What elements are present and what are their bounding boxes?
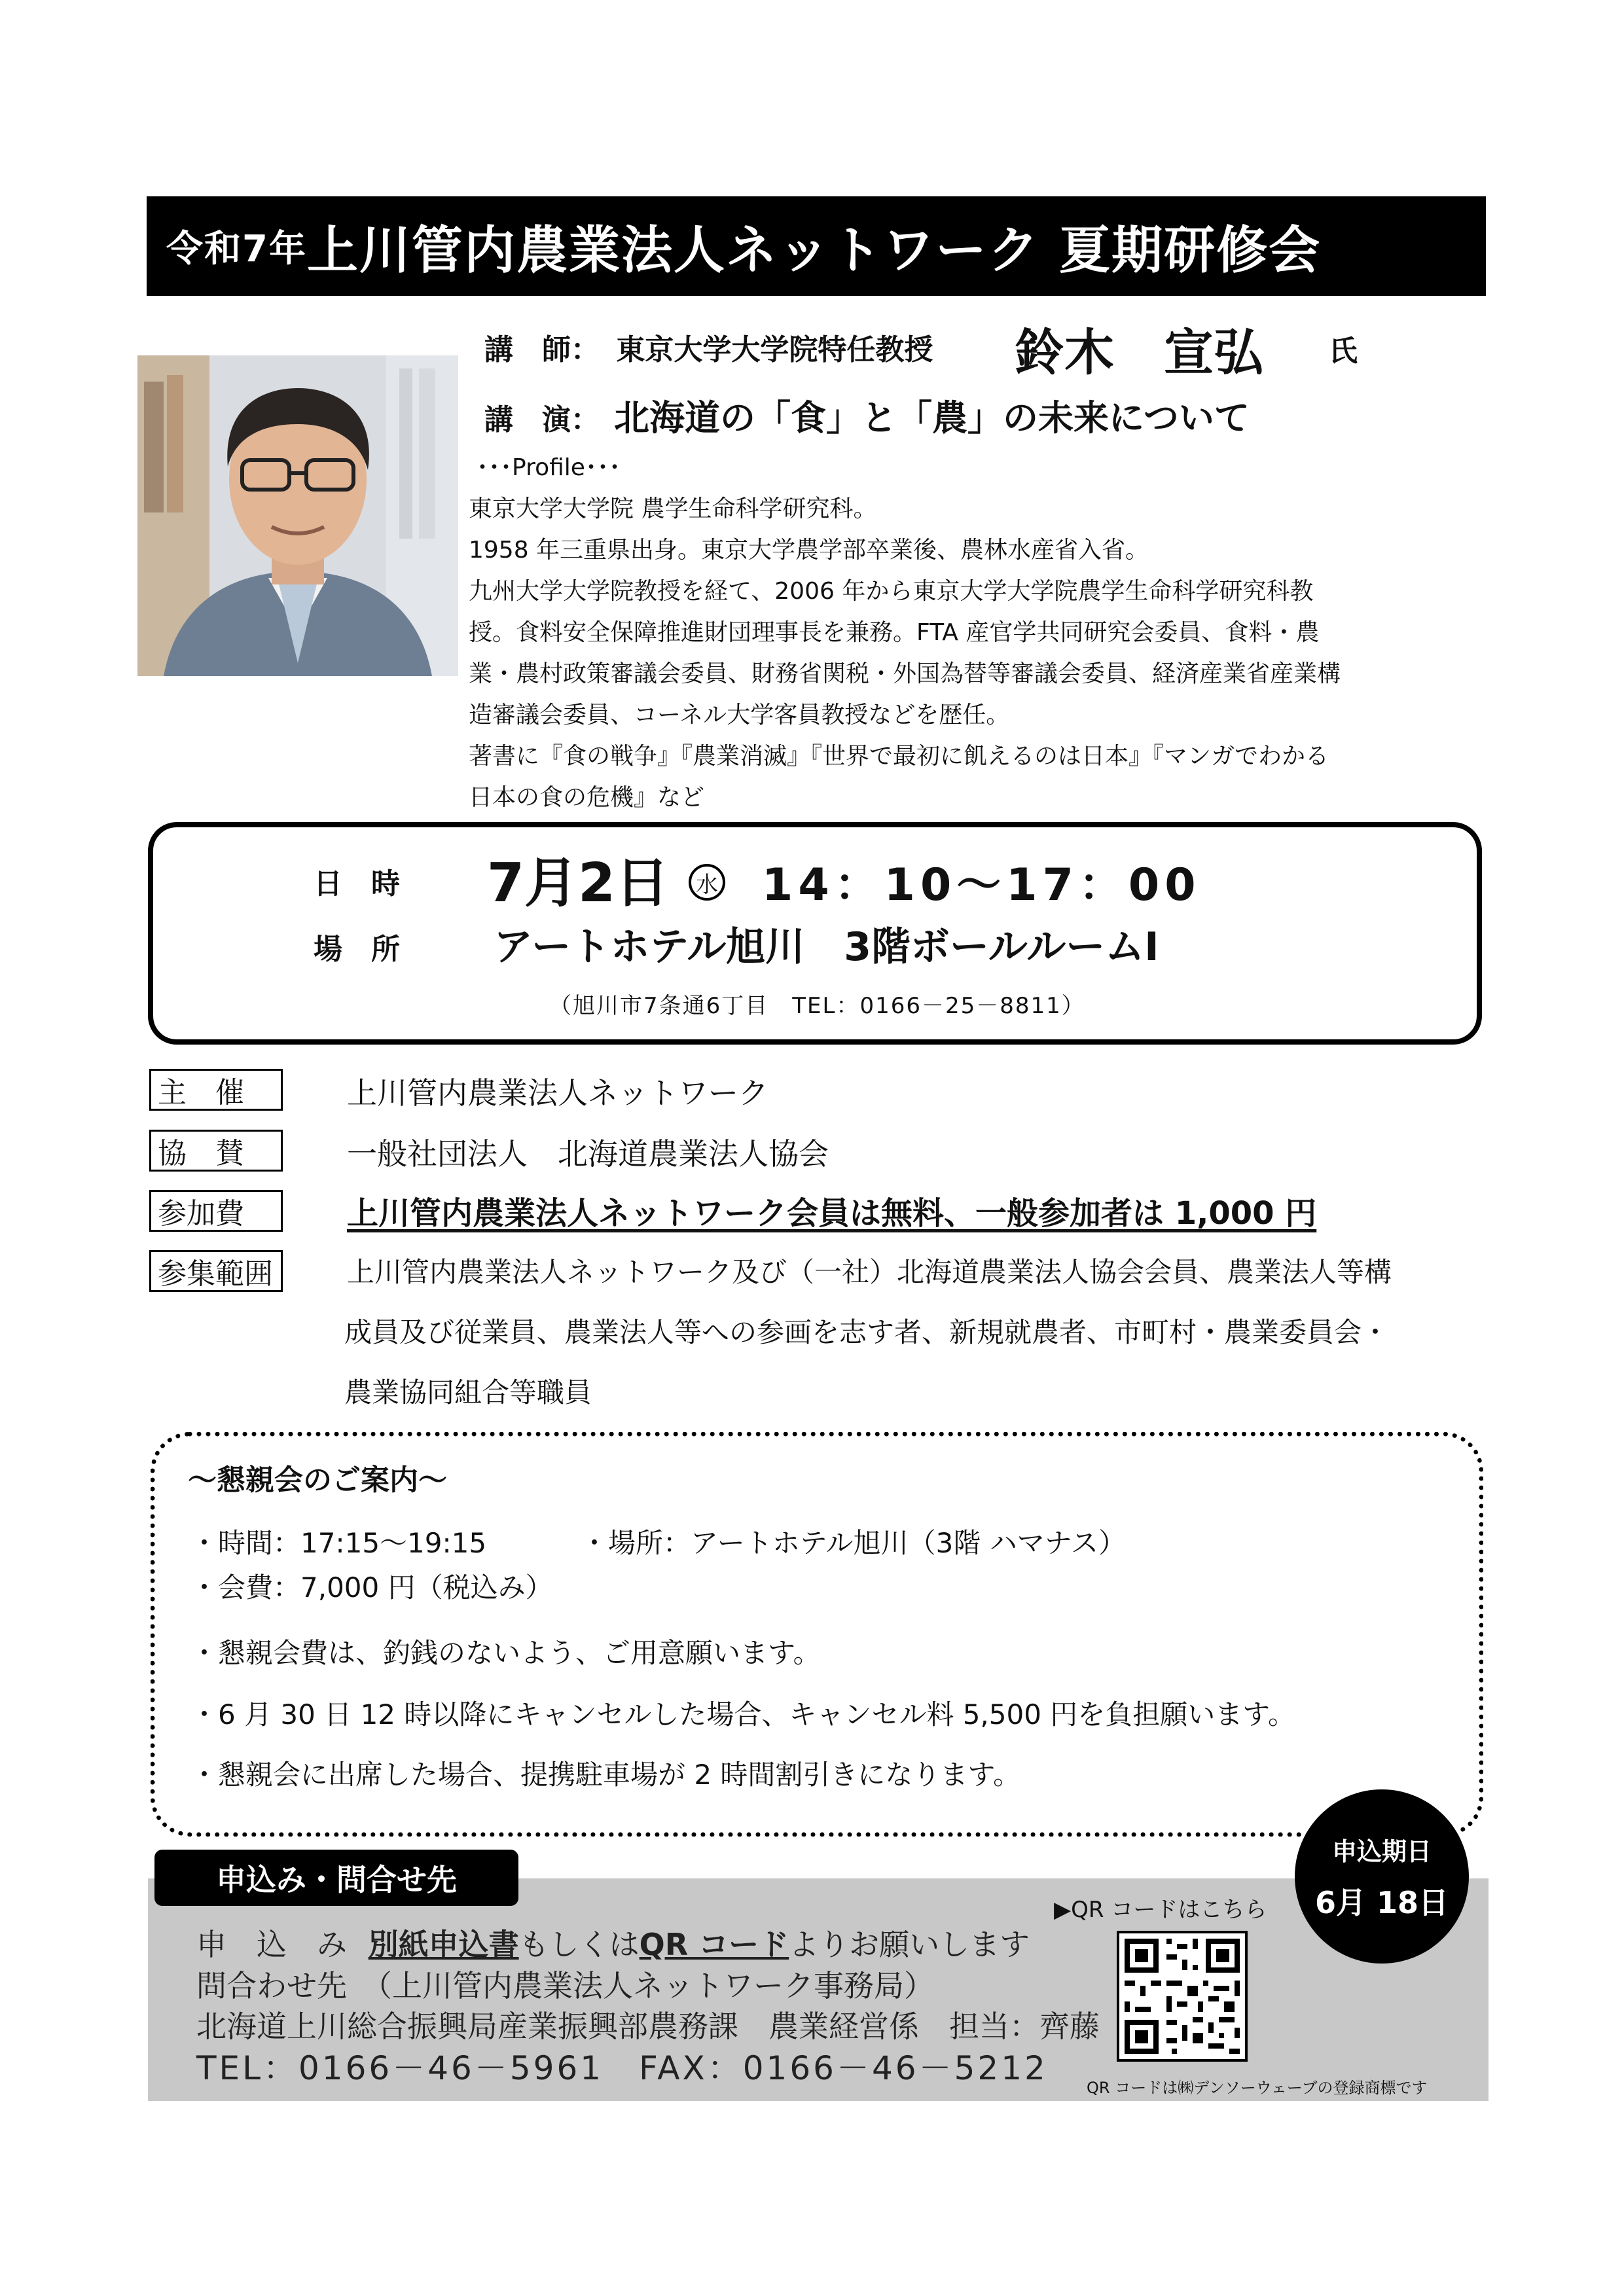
profile-line: 1958 年三重県出身。東京大学農学部卒業後、農林水産省入省。 <box>469 537 1149 564</box>
title-era: 令和7年 <box>166 228 307 270</box>
reception-fee: ・会費：7,000 円（税込み） <box>190 1571 553 1604</box>
profile-heading: ･･･Profile･･･ <box>477 454 621 481</box>
profile-line: 業・農村政策審議会委員、財務省関税・外国為替等審議会委員、経済産業省産業構 <box>469 660 1341 687</box>
inquiry-line: 問合わせ先 （上川管内農業法人ネットワーク事務局） <box>196 1968 934 2003</box>
scope-line-2: 成員及び従業員、農業法人等への参画を志す者、新規就農者、市町村・農業委員会・ <box>344 1316 1390 1348</box>
profile-line: 日本の食の危機』など <box>469 784 705 811</box>
reception-heading: ～懇親会のご案内～ <box>188 1463 447 1497</box>
fee-label: 参加費 <box>149 1190 283 1232</box>
tel-fax-line: TEL：0166－46－5961 FAX：0166－46－5212 <box>196 2049 1048 2087</box>
qr-label: ▶QR コードはこちら <box>1054 1897 1267 1923</box>
apply-line <box>196 1921 1030 1964</box>
lecturer-portrait <box>137 355 458 676</box>
lecturer-affiliation: 東京大学大学院特任教授 <box>616 333 933 367</box>
organizer-value: 上川管内農業法人ネットワーク <box>347 1075 768 1111</box>
apply-form: 別紙申込書 <box>368 1927 519 1962</box>
scope-line-3: 農業協同組合等職員 <box>344 1376 592 1408</box>
weekday-badge: 水 <box>689 864 725 901</box>
organizer-label: 主 催 <box>149 1069 283 1111</box>
lecturer-row <box>484 326 933 368</box>
profile-block <box>469 447 1503 818</box>
deadline-date: 6月 18日 <box>1314 1884 1449 1920</box>
lecture-label: 講 演： <box>484 403 600 437</box>
title-bar <box>147 196 1486 296</box>
sponsor-value: 一般社団法人 北海道農業法人協会 <box>347 1136 829 1172</box>
profile-line: 授。食料安全保障推進財団理事長を兼務。FTA 産官学共同研究会委員、食料・農 <box>469 619 1320 646</box>
fee-value: 上川管内農業法人ネットワーク会員は無料、一般参加者は 1,000 円 <box>347 1195 1317 1232</box>
office-line: 北海道上川総合振興局産業振興部農務課 農業経営係 担当：齊藤 <box>196 2009 1100 2044</box>
event-place: アートホテル旭川 3階ボールルームⅠ <box>494 924 1159 970</box>
contact-tab: 申込み・問合せ先 <box>154 1850 518 1906</box>
reception-time: ・時間：17:15～19:15 <box>190 1527 487 1559</box>
apply-tail: よりお願いします <box>789 1927 1030 1962</box>
scope-value: 上川管内農業法人ネットワーク及び（一社）北海道農業法人協会会員、農業法人等構 <box>347 1256 1392 1288</box>
apply-or: もしくは <box>518 1927 640 1962</box>
sponsor-label: 協 賛 <box>149 1130 283 1172</box>
event-box <box>148 822 1482 1045</box>
apply-qr: QR コード <box>639 1927 789 1962</box>
profile-line: 九州大学大学院教授を経て、2006 年から東京大学大学院農学生命科学研究科教 <box>469 578 1314 605</box>
reception-box <box>151 1432 1483 1837</box>
lecture-topic: 北海道の「食」と「農」の未来について <box>614 397 1250 439</box>
reception-note: ・懇親会費は、釣銭のないよう、ご用意願います。 <box>190 1637 821 1669</box>
scope-label: 参集範囲 <box>149 1250 283 1292</box>
deadline-label: 申込期日 <box>1331 1837 1432 1866</box>
reception-place: ・場所：アートホテル旭川（3階 ハマナス） <box>581 1527 1127 1559</box>
event-date: 7月2日 <box>487 852 670 914</box>
title-main: 上川管内農業法人ネットワーク 夏期研修会 <box>306 221 1322 280</box>
profile-line: 東京大学大学院 農学生命科学研究科。 <box>469 495 877 522</box>
reception-note: ・6 月 30 日 12 時以降にキャンセルした場合、キャンセル料 5,500 円を負担願います。 <box>190 1698 1295 1731</box>
place-label: 場 所 <box>314 933 400 966</box>
lecturer-honorific: 氏 <box>1329 334 1358 368</box>
event-time: 14：10～17：00 <box>762 859 1201 911</box>
profile-line: 造審議会委員、コーネル大学客員教授などを歴任。 <box>469 702 1010 728</box>
deadline-badge <box>1295 1789 1469 1964</box>
qr-trademark-note: QR コードは㈱デンソーウェーブの登録商標です <box>1087 2079 1428 2097</box>
reception-note: ・懇親会に出席した場合、提携駐車場が 2 時間割引きになります。 <box>190 1759 1021 1791</box>
apply-label: 申 込 み <box>196 1927 347 1962</box>
date-label: 日 時 <box>314 867 400 901</box>
lecturer-name: 鈴木 宣弘 <box>1015 323 1263 382</box>
lecturer-label: 講 師： <box>484 333 600 367</box>
qr-code[interactable] <box>1117 1931 1248 2062</box>
profile-line: 著書に『食の戦争』『農業消滅』『世界で最初に飢えるのは日本』『マンガでわかる <box>469 743 1329 770</box>
event-address: （旭川市7条通6丁目 TEL：0166－25－8811） <box>549 993 1085 1019</box>
